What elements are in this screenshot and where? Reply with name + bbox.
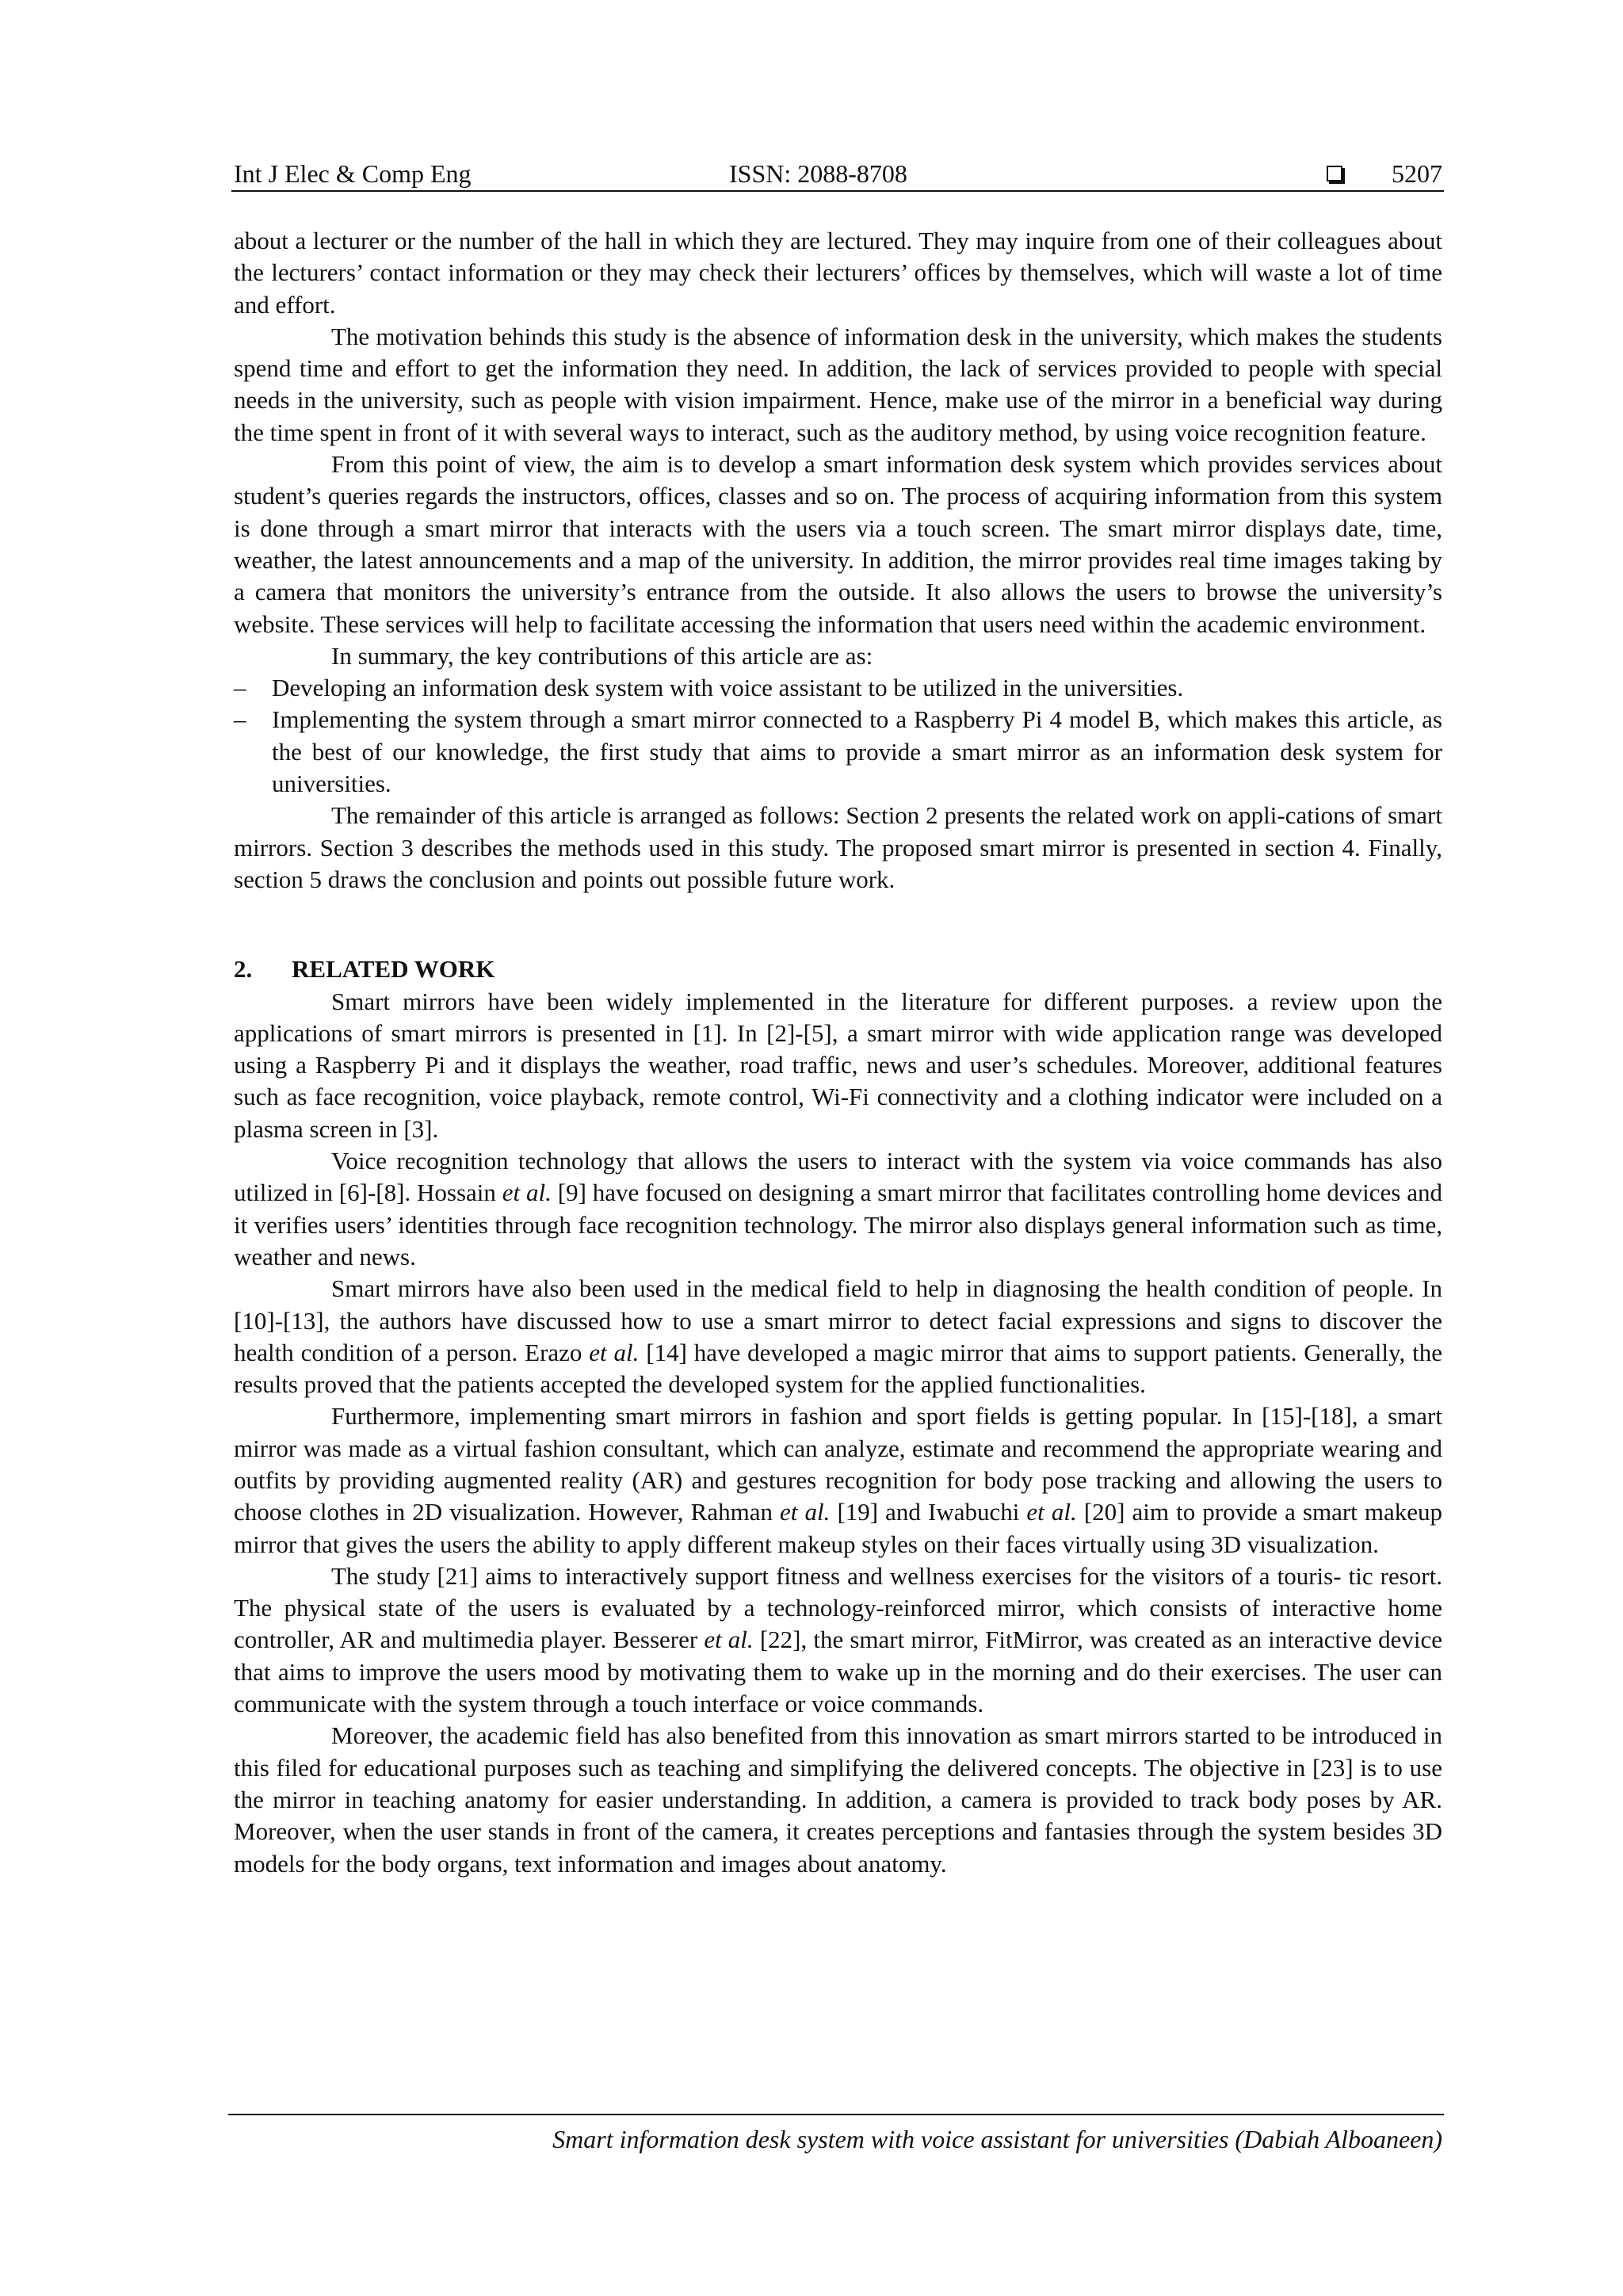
page-number-group — [1327, 155, 1442, 192]
square-box-icon — [1327, 166, 1342, 181]
paragraph: Smart mirrors have also been used in the medical field to help in diagnosing the health condition of people. In [10]-[13], the authors have discussed how to use a smart mirror to detect facial expressions and signs to discover the health condition of a person. Erazo et al. [14] have developed a magic mirror that aims to support patients. Generally, the results proved that the patients accepted the developed system for the applied functionalities. — [234, 1274, 1442, 1399]
paragraph: From this point of view, the aim is to develop a smart information desk system which provides services about student’s queries regards the instructors, offices, classes and so on. The process of acquiring information from this system is done through a smart mirror that interacts with the users via a touch screen. The smart mirror displays date, time, weather, the latest announcements and a map of the university. In addition, the mirror provides real time images taking by a camera that monitors the university’s entrance from the outside. It also allows the users to browse the university’s website. These services will help to facilitate accessing the information that users need within the academic environment. — [234, 450, 1442, 638]
header-rule — [231, 190, 1444, 192]
paragraph: Voice recognition technology that allows the users to interact with the system via voice commands has also utilized in [6]-[8]. Hossain et al. [9] have focused on designing a smart mirror that facilitates controlling home devices and it verifies users’ identities through face recognition technology. The mirror also displays general information such as time, weather and news. — [234, 1147, 1442, 1270]
paragraph: The remainder of this article is arranged as follows: Section 2 presents the related work on appli-cations of smart mirrors. Section 3 describes the methods used in this study. The proposed smart mirror is presented in section 4. Finally, section 5 draws the conclusion and points out possible future work. — [234, 801, 1442, 893]
list-item — [234, 672, 1442, 704]
journal-name: Int J Elec & Comp Eng — [234, 159, 472, 188]
paragraph: about a lecturer or the number of the hall in which they are lectured. They may inquire from one of their colleagues about the lecturers’ contact information or they may check their lecturers’ offices by themselves, which will waste a lot of time and effort. — [234, 227, 1442, 319]
paragraph: The motivation behinds this study is the absence of information desk in the university, which makes the students spend time and effort to get the information they need. In addition, the lack of services provided to people with special needs in the university, such as people with vision impairment. Hence, make use of the mirror in a beneficial way during the time spent in front of it with several ways to interact, such as the auditory method, by using voice recognition feature. — [234, 322, 1442, 446]
list-item-text: Developing an information desk system with voice assistant to be utilized in the universities. — [272, 674, 1184, 702]
list-item — [234, 704, 1442, 800]
page-number: 5207 — [1392, 159, 1442, 188]
list-dash: – — [234, 674, 246, 702]
contributions-list — [234, 672, 1442, 800]
list-item-text: Implementing the system through a smart mirror connected to a Raspberry Pi 4 model B, which makes this article, as the best of our knowledge, the first study that aims to provide a smart mirror as an information desk system for universities. — [272, 705, 1442, 798]
running-head — [234, 155, 1442, 192]
section-title: RELATED WORK — [292, 955, 495, 984]
section-number: 2. — [234, 955, 253, 984]
paragraph: Moreover, the academic field has also benefited from this innovation as smart mirrors started to be introduced in this filed for educational purposes such as teaching and simplifying the delivered concepts. The objective in [23] is to use the mirror in teaching anatomy for easier understanding. In addition, a camera is provided to track body poses by AR. Moreover, when the user stands in front of the camera, it creates perceptions and fantasies through the system besides 3D models for the body organs, text information and images about anatomy. — [234, 1721, 1442, 1878]
running-footer-title: Smart information desk system with voice assistant for universities (Dabiah Alboaneen) — [552, 2125, 1442, 2153]
body-text — [234, 225, 1442, 1880]
list-dash: – — [234, 705, 246, 734]
paragraph: Furthermore, implementing smart mirrors in fashion and sport fields is getting popular. In [15]-[18], a smart mirror was made as a virtual fashion consultant, which can analyze, estimate and recommend the appropriate wearing and outfits by providing augmented reality (AR) and gestures recognition for body pose tracking and allowing the users to choose clothes in 2D visualization. However, Rahman et al. [19] and Iwabuchi et al. [20] aim to provide a smart makeup mirror that gives the users the ability to apply different makeup styles on their faces virtually using 3D visualization. — [234, 1402, 1442, 1558]
issn: ISSN: 2088-8708 — [729, 159, 907, 188]
paragraph: In summary, the key contributions of this article are as: — [331, 641, 873, 670]
section-heading — [234, 953, 1442, 985]
paragraph: The study [21] aims to interactively support fitness and wellness exercises for the visitors of a touris- tic resort. The physical state of the users is evaluated by a technology-reinforced mirror, which consists of interactive home controller, AR and multimedia player. Besserer et al. [22], the smart mirror, FitMirror, was created as an interactive device that aims to improve the users mood by motivating them to wake up in the morning and do their exercises. The user can communicate with the system through a touch interface or voice commands. — [234, 1561, 1443, 1718]
paragraph: Smart mirrors have been widely implemented in the literature for different purposes. a review upon the applications of smart mirrors is presented in [1]. In [2]-[5], a smart mirror with wide application range was developed using a Raspberry Pi and it displays the weather, road traffic, news and user’s schedules. Moreover, additional features such as face recognition, voice playback, remote control, Wi-Fi connectivity and a clothing indicator were included on a plasma screen in [3]. — [234, 987, 1442, 1143]
footer-rule — [228, 2114, 1444, 2115]
